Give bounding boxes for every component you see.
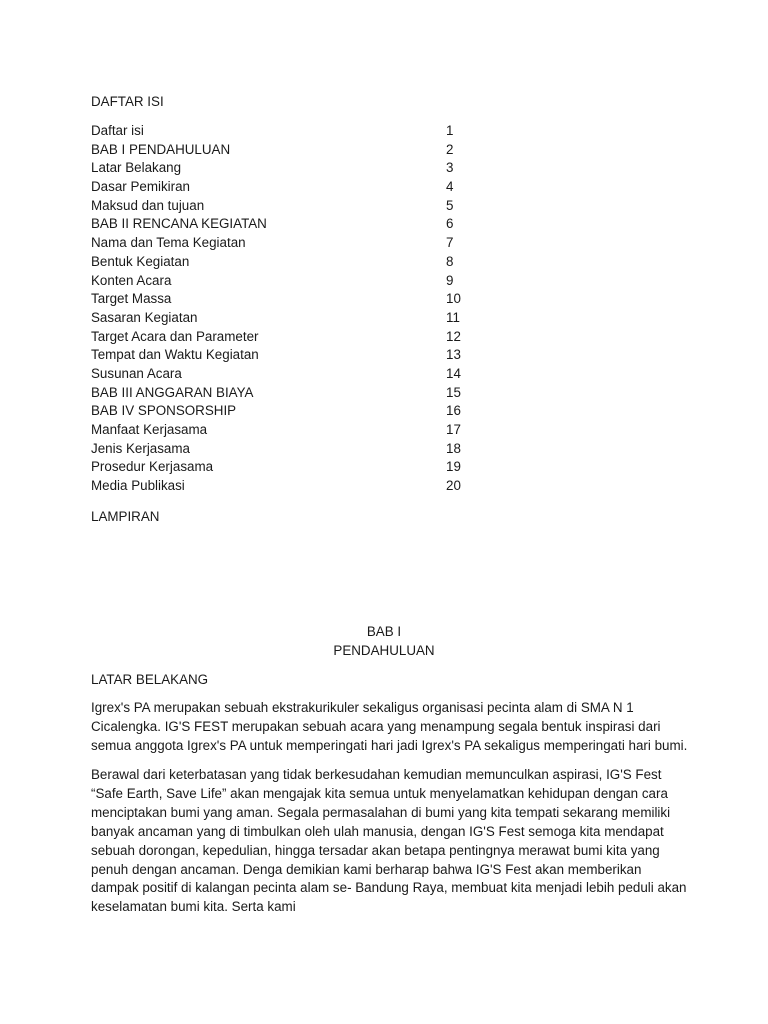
toc-entry-page: 11 <box>446 309 460 325</box>
toc-entry-page: 20 <box>446 478 461 494</box>
toc-entry-page: 14 <box>446 365 461 381</box>
toc-entry-page: 6 <box>446 216 454 232</box>
toc-entry-title: BAB II RENCANA KEGIATAN <box>91 216 267 232</box>
toc-entry-title: Sasaran Kegiatan <box>91 309 198 325</box>
toc-entry-page: 17 <box>446 422 461 437</box>
toc-entry-title: Nama dan Tema Kegiatan <box>91 235 246 251</box>
toc-entry <box>91 440 491 459</box>
toc-entry-title: Susunan Acara <box>91 365 182 381</box>
toc-entry-page: 1 <box>446 123 454 138</box>
toc-entry-page: 9 <box>446 272 454 288</box>
toc-entry-page: 12 <box>446 328 461 344</box>
toc-entry-title: Prosedur Kerjasama <box>91 459 214 475</box>
toc-entry <box>91 328 491 347</box>
toc-entry <box>91 272 491 291</box>
toc-entry-title: Target Massa <box>91 291 172 307</box>
toc-entry-title: BAB I PENDAHULUAN <box>91 141 231 157</box>
toc-entry-title: Maksud dan tujuan <box>91 197 205 213</box>
toc-entry-title: BAB III ANGGARAN BIAYA <box>91 384 254 400</box>
toc-entry-title: Bentuk Kegiatan <box>91 253 190 269</box>
toc-entry-title: BAB IV SPONSORSHIP <box>91 403 237 419</box>
toc-entry-title: Media Publikasi <box>91 478 185 494</box>
toc-entry-page: 15 <box>446 384 461 400</box>
toc-entry <box>91 122 491 141</box>
chapter-number: BAB I <box>366 624 402 639</box>
toc-entry <box>91 384 491 403</box>
appendix-label: LAMPIRAN <box>91 509 160 524</box>
toc-entry-title: Daftar isi <box>91 123 144 138</box>
toc-entry-page: 10 <box>446 291 461 307</box>
toc-entry <box>91 346 491 365</box>
body-paragraph: Berawal dari keterbatasan yang tidak berkesudahan kemudian memunculkan aspirasi, IG'S Fest “Safe Earth, Save Life” akan mengajak kita semua untuk menyelamatkan kehidupan dengan cara menciptakan bumi yang aman. Segala permasalahan di bumi yang kita tempati sekarang memiliki banyak ancaman yang di timbulkan oleh ulah manusia, dengan IG'S Fest semoga kita mendapat sebuah dorongan, kepedulian, hingga tersadar akan betapa pentingnya merawat bumi kita yang penuh dengan ancaman. Denga demikian kami berharap bahwa IG'S Fest akan memberikan dampak positif di kalangan pecinta alam se- Bandung Raya, membuat kita menjadi lebih peduli akan keselamatan bumi kita. Serta kami <box>91 767 687 915</box>
toc-entry <box>91 477 491 496</box>
toc-entry <box>91 365 491 384</box>
section-heading: LATAR BELAKANG <box>91 672 209 687</box>
toc-entry-page: 16 <box>446 403 461 419</box>
toc-entry <box>91 159 491 178</box>
toc-entry-page: 18 <box>446 440 461 456</box>
toc-entry-page: 19 <box>446 459 461 475</box>
toc-entry <box>91 421 491 440</box>
toc-entry <box>91 215 491 234</box>
toc-entry <box>91 253 491 272</box>
toc-entry <box>91 197 491 216</box>
toc-entry-page: 13 <box>446 347 461 363</box>
toc-entry <box>91 178 491 197</box>
toc-entry-page: 2 <box>446 141 454 157</box>
toc-entry <box>91 290 491 309</box>
toc-entry <box>91 402 491 421</box>
toc-entry <box>91 141 491 160</box>
toc-entry-title: Latar Belakang <box>91 160 182 176</box>
toc-entry-title: Jenis Kerjasama <box>91 440 190 456</box>
toc-heading: DAFTAR ISI <box>91 94 164 109</box>
toc-entry-page: 8 <box>446 253 454 269</box>
toc-entry-title: Target Acara dan Parameter <box>91 328 259 344</box>
toc-entry <box>91 234 491 253</box>
toc-entry-title: Dasar Pemikiran <box>91 179 190 195</box>
toc-list <box>91 122 491 496</box>
toc-entry-title: Tempat dan Waktu Kegiatan <box>91 347 259 363</box>
toc-entry-page: 7 <box>446 235 454 251</box>
toc-entry <box>91 309 491 328</box>
body-paragraph: Igrex's PA merupakan sebuah ekstrakurikuler sekaligus organisasi pecinta alam di SMA N 1 Cicalengka. IG'S FEST merupakan sebuah acara yang menampung segala bentuk inspirasi dari semua anggota Igrex's PA untuk memperingati hari jadi Igrex's PA sekaligus memperingati hari bumi. <box>91 700 688 753</box>
toc-entry-title: Konten Acara <box>91 272 172 288</box>
toc-entry-title: Manfaat Kerjasama <box>91 422 208 437</box>
toc-entry-page: 4 <box>446 179 454 195</box>
toc-entry <box>91 458 491 477</box>
chapter-title: PENDAHULUAN <box>333 643 435 658</box>
toc-entry-page: 3 <box>446 160 454 176</box>
toc-entry-page: 5 <box>446 197 454 213</box>
